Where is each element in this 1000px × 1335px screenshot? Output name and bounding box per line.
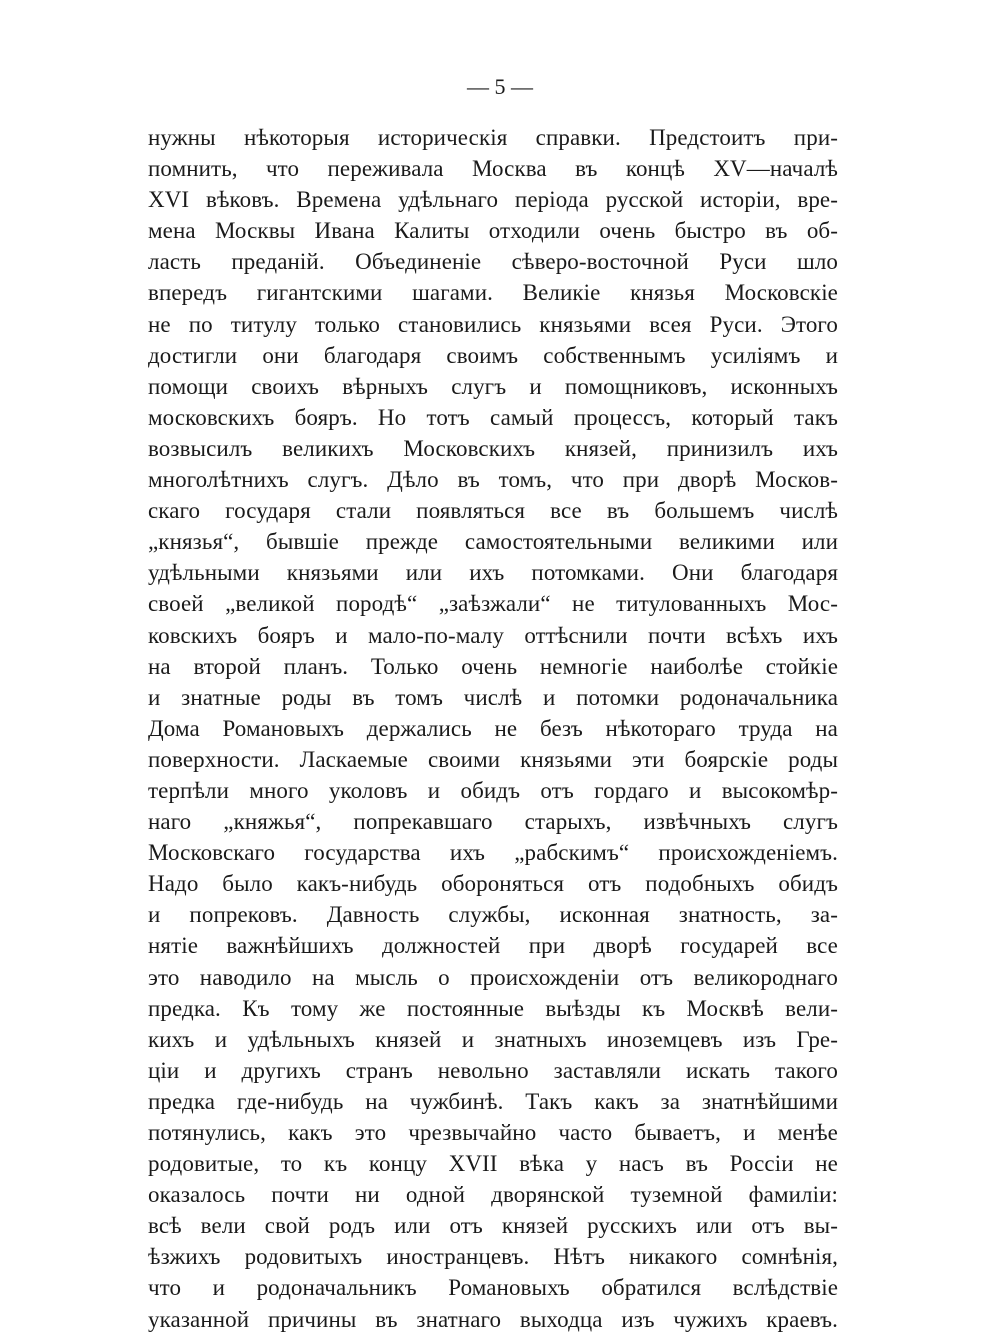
text-line: указанной причины въ знатнаго выходца изъ чужихъ краевъ. xyxy=(148,1306,838,1332)
text-line: кихъ и удѣльныхъ князей и знатныхъ иноземцевъ изъ Гре- xyxy=(148,1026,838,1052)
text-line: наго „княжья“, попрекавшаго старыхъ, извѣчныхъ слугъ xyxy=(148,809,838,835)
text-line: и попрековъ. Давность службы, исконная знатность, за- xyxy=(148,902,838,928)
text-line: предка. Къ тому же постоянные выѣзды къ Москвѣ вели- xyxy=(148,995,838,1021)
text-line: Надо было какъ-нибудь обороняться отъ подобныхъ обидъ xyxy=(148,871,838,897)
text-line: потянулись, какъ это чрезвычайно часто бываетъ, и менѣе xyxy=(148,1120,838,1145)
text-line: помощи своихъ вѣрныхъ слугъ и помощниковъ, исконныхъ xyxy=(148,373,838,399)
text-line: мена Москвы Ивана Калиты отходили очень быстро въ об- xyxy=(148,218,838,244)
text-line: Дома Романовыхъ держались не безъ нѣкотораго труда на xyxy=(148,715,838,741)
text-line: ласть преданій. Объединеніе сѣверо-восточной Руси шло xyxy=(148,249,838,275)
text-line: ціи и другихъ странъ невольно заставляли искать такого xyxy=(148,1057,838,1083)
text-line: поверхности. Ласкаемые своими князьями эти боярскіе роды xyxy=(148,746,838,772)
text-line: на второй планъ. Только очень немногіе наиболѣе стойкіе xyxy=(148,653,838,679)
text-line: помнить, что переживала Москва въ концѣ XV—началѣ xyxy=(148,156,838,182)
text-line: ковскихъ бояръ и мало-по-малу оттѣснили почти всѣхъ ихъ xyxy=(148,622,838,648)
text-line: всѣ вели свой родъ или отъ князей русскихъ или отъ вы- xyxy=(148,1213,838,1239)
text-line: это наводило на мысль о происхожденіи отъ великороднаго xyxy=(148,964,838,990)
text-line: скаго государя стали появляться все въ большемъ числѣ xyxy=(148,498,838,524)
text-line: „князья“, бывшіе прежде самостоятельными великими или xyxy=(148,529,838,555)
body-text xyxy=(148,122,838,1335)
text-line: московскихъ бояръ. Но тотъ самый процессъ, который такъ xyxy=(148,404,838,430)
text-line: XVI вѣковъ. Времена удѣльнаго періода русской исторіи, вре- xyxy=(148,187,838,213)
text-line: родовитые, то къ концу XVII вѣка у насъ въ Россіи не xyxy=(148,1151,838,1177)
text-line: нятіе важнѣйшихъ должностей при дворѣ государей все xyxy=(148,933,838,959)
text-line: и знатные роды въ томъ числѣ и потомки родоначальника xyxy=(148,684,838,710)
text-line: своей „великой породѣ“ „заѣзжали“ не титулованныхъ Мос- xyxy=(148,591,838,617)
text-line: впередъ гигантскими шагами. Великіе князья Московскіе xyxy=(148,280,838,306)
text-line: терпѣли много уколовъ и обидъ отъ гордаго и высокомѣр- xyxy=(148,777,838,803)
text-line: что и родоначальникъ Романовыхъ обратился вслѣдствіе xyxy=(148,1275,838,1301)
text-line: удѣльными князьями или ихъ потомками. Они благодаря xyxy=(148,560,838,586)
text-line: не по титулу только становились князьями всея Руси. Этого xyxy=(148,311,838,337)
text-line: возвысилъ великихъ Московскихъ князей, принизилъ ихъ xyxy=(148,435,838,461)
text-line: предка где-нибудь на чужбинѣ. Такъ какъ за знатнѣйшими xyxy=(148,1088,838,1114)
text-line: многолѣтнихъ слугъ. Дѣло въ томъ, что при дворѣ Москов- xyxy=(148,467,838,493)
text-line: ѣзжихъ родовитыхъ иностранцевъ. Нѣтъ никакого сомнѣнія, xyxy=(148,1244,838,1270)
text-line: нужны нѣкоторыя историческія справки. Предстоитъ при- xyxy=(148,125,838,150)
text-line: Московскаго государства ихъ „рабскимъ“ происхожденіемъ. xyxy=(148,840,838,866)
page-number: — 5 — xyxy=(467,74,533,99)
text-line: достигли они благодаря своимъ собственнымъ усиліямъ и xyxy=(148,342,838,368)
text-line: оказалось почти ни одной дворянской туземной фамиліи: xyxy=(148,1182,838,1208)
